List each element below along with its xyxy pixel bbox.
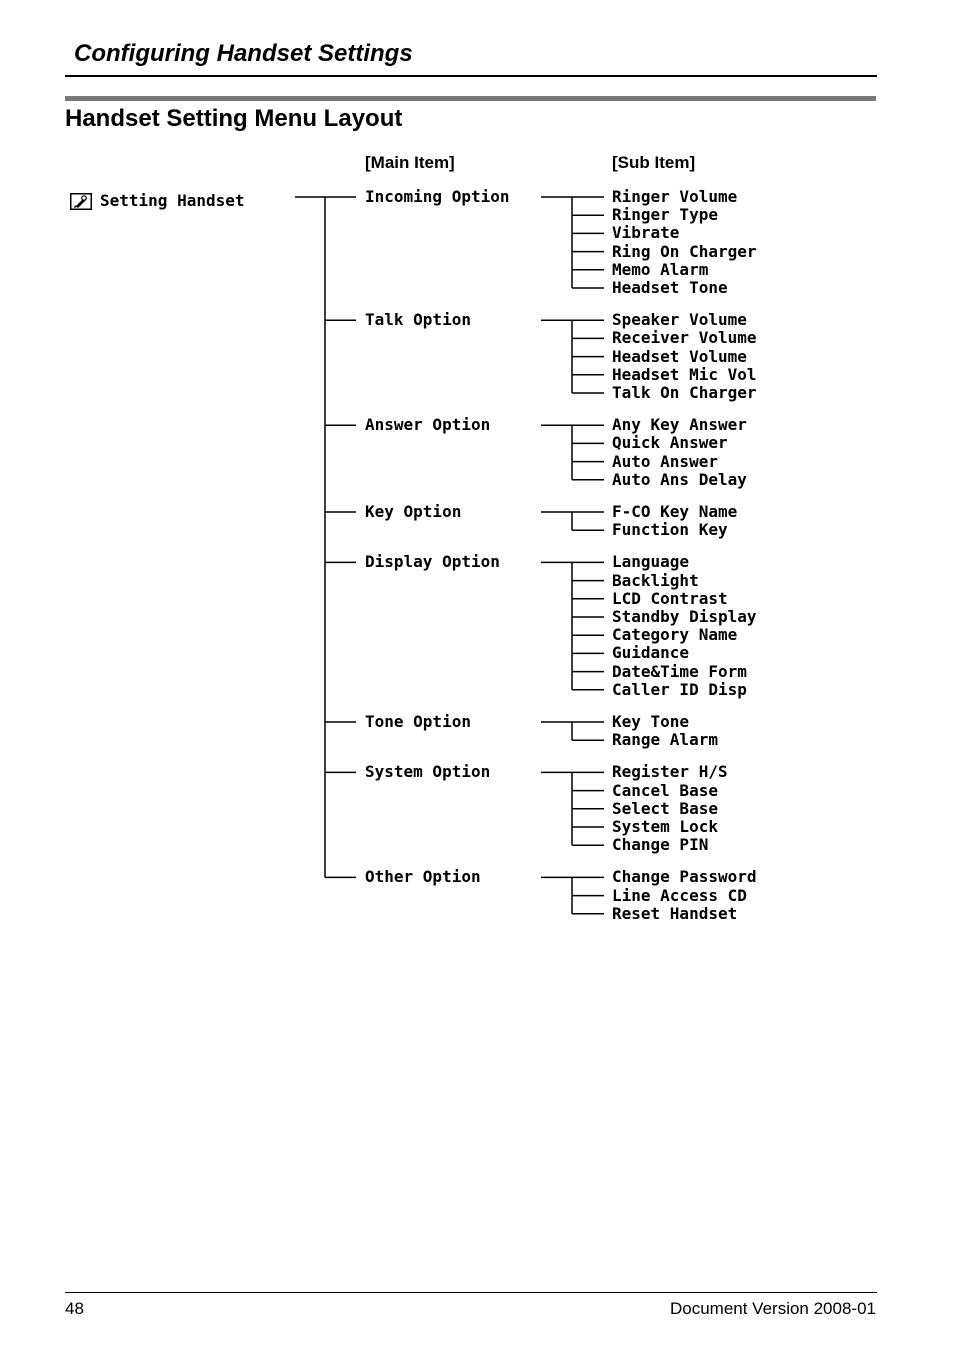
- sub-menu-item: Cancel Base: [612, 780, 718, 800]
- document-version: Document Version 2008-01: [669, 1299, 876, 1318]
- main-menu-item: Other Option: [365, 867, 481, 887]
- main-menu-item: Talk Option: [365, 310, 471, 330]
- sub-menu-item: Any Key Answer: [612, 415, 747, 435]
- sub-menu-item: Change PIN: [612, 835, 709, 855]
- sub-menu-item: Key Tone: [612, 712, 690, 731]
- sub-menu-item: Date&Time Form: [612, 661, 747, 681]
- sub-menu-item: Auto Ans Delay: [612, 469, 747, 489]
- sub-menu-item: Ring On Charger: [612, 241, 757, 261]
- sub-menu-item: Category Name: [612, 625, 738, 645]
- sub-menu-item: Line Access CD: [612, 885, 747, 905]
- sub-menu-item: Vibrate: [612, 223, 680, 243]
- sub-menu-item: Function Key: [612, 520, 728, 540]
- sub-menu-item: Change Password: [612, 867, 757, 887]
- page-heading: Handset Setting Menu Layout: [65, 105, 403, 132]
- sub-menu-item: Headset Mic Vol: [612, 364, 757, 384]
- main-menu-item: Key Option: [365, 502, 462, 521]
- sub-menu-item: Receiver Volume: [612, 328, 757, 348]
- sub-item-column-heading: [Sub Item]: [612, 153, 696, 172]
- sub-menu-item: Guidance: [612, 643, 690, 663]
- sub-menu-item: F-CO Key Name: [612, 502, 738, 521]
- sub-menu-item: Memo Alarm: [612, 259, 709, 279]
- main-menu-item: Answer Option: [365, 415, 491, 435]
- sub-menu-item: Talk On Charger: [612, 383, 757, 402]
- sub-menu-item: Standby Display: [612, 607, 757, 626]
- sub-menu-item: Select Base: [612, 798, 718, 818]
- main-menu-item: Tone Option: [365, 712, 471, 731]
- footer-rule: [65, 1292, 877, 1293]
- sub-menu-item: Backlight: [612, 570, 699, 590]
- sub-menu-item: Headset Volume: [612, 346, 747, 366]
- main-menu-item: System Option: [365, 762, 491, 782]
- sub-menu-item: LCD Contrast: [612, 588, 728, 608]
- main-item-column-heading: [Main Item]: [365, 153, 455, 172]
- sub-menu-item: Speaker Volume: [612, 310, 747, 330]
- sub-menu-item: Language: [612, 552, 690, 572]
- root-menu-label: Setting Handset: [100, 191, 245, 210]
- section-title: Configuring Handset Settings: [74, 40, 413, 67]
- sub-menu-item: Range Alarm: [612, 730, 718, 750]
- sub-menu-item: Register H/S: [612, 762, 728, 782]
- sub-menu-item: Headset Tone: [612, 278, 728, 297]
- sub-menu-item: Auto Answer: [612, 451, 718, 471]
- main-menu-item: Display Option: [365, 552, 500, 572]
- page-number: 48: [65, 1299, 84, 1318]
- sub-menu-item: Reset Handset: [612, 903, 738, 923]
- sub-menu-item: Caller ID Disp: [612, 679, 747, 699]
- sub-menu-item: Ringer Volume: [612, 187, 738, 206]
- sub-menu-item: System Lock: [612, 817, 718, 836]
- main-menu-item: Incoming Option: [365, 187, 510, 206]
- sub-menu-item: Ringer Type: [612, 205, 718, 225]
- sub-menu-item: Quick Answer: [612, 433, 728, 453]
